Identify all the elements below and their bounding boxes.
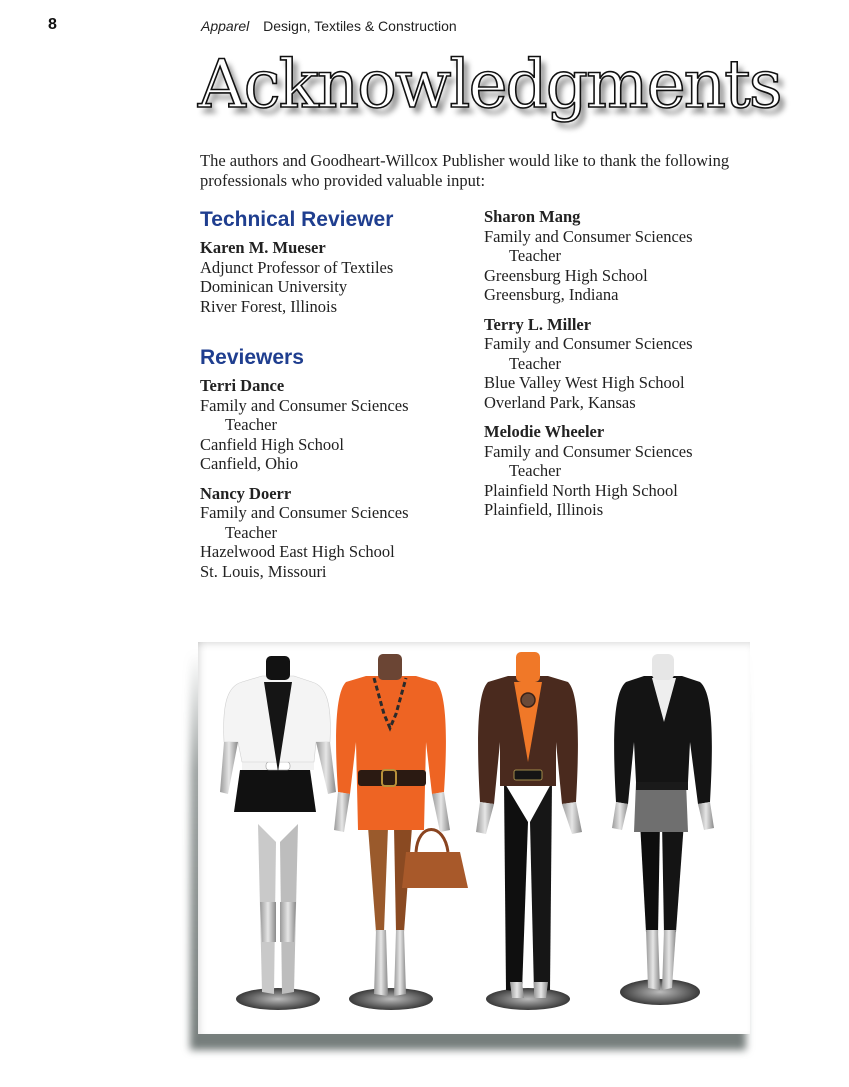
person-entry [200, 238, 470, 316]
person-name: Melodie Wheeler [484, 422, 605, 441]
person-title: Family and Consumer Sciences [484, 334, 693, 353]
person-title-cont: Teacher [509, 461, 561, 480]
page-number: 8 [48, 16, 57, 33]
person-name: Sharon Mang [484, 207, 581, 226]
section-spacer [200, 326, 470, 345]
left-column [200, 207, 470, 591]
person-title-cont: Teacher [225, 522, 277, 542]
mannequin-1 [220, 656, 336, 1010]
person-title: Family and Consumer Sciences [200, 503, 409, 522]
person-institution: Hazelwood East High School [200, 542, 395, 561]
reviewers-heading: Reviewers [200, 346, 304, 369]
person-institution: Plainfield North High School [484, 480, 678, 500]
mannequin-3 [476, 652, 582, 1010]
book-subtitle: Design, Textiles & Construction [263, 18, 457, 34]
photo-frame [198, 642, 750, 1034]
person-entry [200, 376, 470, 474]
person-title: Adjunct Professor of Textiles [200, 257, 394, 277]
person-title-cont: Teacher [509, 246, 561, 265]
right-column [484, 207, 764, 530]
person-location: Plainfield, Illinois [484, 500, 604, 519]
person-entry [484, 315, 764, 413]
person-title: Family and Consumer Sciences [484, 226, 693, 246]
person-location: St. Louis, Missouri [200, 561, 327, 581]
person-location: Overland Park, Kansas [484, 392, 636, 412]
person-location: Canfield, Ohio [200, 454, 299, 473]
person-location: River Forest, Illinois [200, 296, 338, 316]
person-title-cont: Teacher [509, 353, 561, 373]
intro-paragraph: The authors and Goodheart-Willcox Publisher would like to thank the following professionals who provided valuable input: [200, 151, 730, 190]
mannequin-4 [612, 654, 714, 1005]
person-entry [484, 207, 764, 305]
mannequin-photo [198, 642, 750, 1034]
person-title-cont: Teacher [225, 415, 277, 434]
person-name: Nancy Doerr [200, 483, 292, 503]
person-institution: Canfield High School [200, 434, 344, 454]
running-header [201, 18, 457, 34]
page-title: Acknowledgments [198, 46, 781, 123]
person-institution: Greensburg High School [484, 265, 648, 285]
mannequins-illustration [198, 642, 750, 1034]
person-title: Family and Consumer Sciences [484, 441, 693, 461]
person-institution: Blue Valley West High School [484, 373, 685, 392]
book-title: Apparel [201, 18, 250, 34]
person-name: Terry L. Miller [484, 314, 592, 334]
mannequin-2 [334, 654, 470, 1010]
technical-reviewer-heading: Technical Reviewer [200, 208, 394, 231]
person-title: Family and Consumer Sciences [200, 395, 409, 415]
person-entry [484, 422, 764, 520]
person-location: Greensburg, Indiana [484, 285, 619, 304]
person-entry [200, 484, 470, 582]
person-institution: Dominican University [200, 277, 348, 296]
person-name: Karen M. Mueser [200, 238, 326, 257]
person-name: Terri Dance [200, 376, 285, 395]
